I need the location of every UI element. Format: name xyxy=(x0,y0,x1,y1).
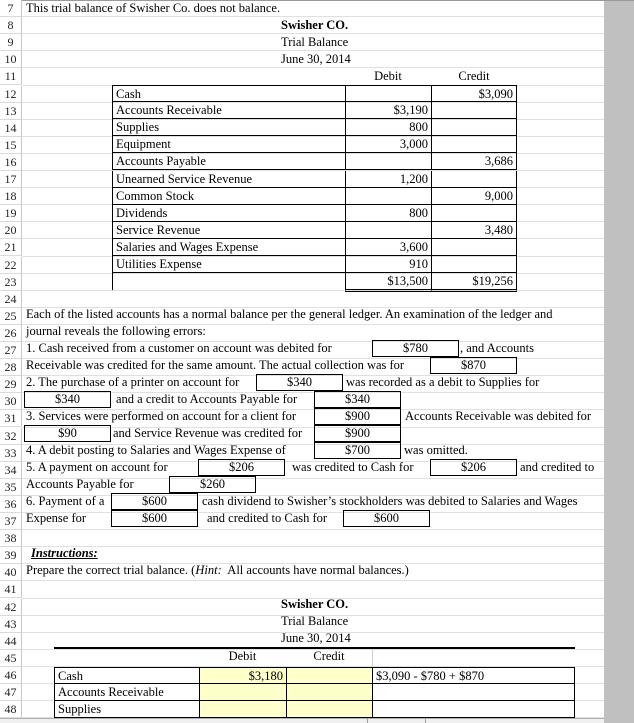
error2-text-a: 2. The purchase of a printer on account for xyxy=(26,375,240,389)
error3-value-ar[interactable]: $90 xyxy=(24,425,111,442)
error5-text-b: was credited to Cash for xyxy=(292,460,414,474)
row-header[interactable]: 11 xyxy=(0,68,22,85)
row-header[interactable]: 9 xyxy=(0,34,22,51)
row-header[interactable]: 22 xyxy=(0,257,22,274)
tb1-credit-cell: $3,090 xyxy=(431,85,517,102)
row-header[interactable]: 30 xyxy=(0,393,22,410)
tb1-total-debit: $13,500 xyxy=(345,273,431,292)
tb2-date: June 30, 2014 xyxy=(281,631,351,645)
row-header[interactable]: 19 xyxy=(0,205,22,222)
row-header[interactable]: 40 xyxy=(0,564,22,581)
tb1-account-name: Salaries and Wages Expense xyxy=(112,239,345,256)
tb1-total-left-border xyxy=(112,273,113,290)
error2-value-supplies[interactable]: $340 xyxy=(24,391,111,408)
tb1-debit-cell: $3,190 xyxy=(345,102,431,119)
tb1-credit-cell xyxy=(431,119,517,136)
tb2-credit-input[interactable] xyxy=(286,684,372,701)
tb1-account-name: Unearned Service Revenue xyxy=(112,171,345,188)
row-header[interactable]: 15 xyxy=(0,137,22,154)
row-header[interactable]: 28 xyxy=(0,359,22,376)
tb1-date: June 30, 2014 xyxy=(281,52,351,66)
error3-text-a: 3. Services were performed on account for a client for xyxy=(26,409,297,423)
error5-text-a: 5. A payment on account for xyxy=(26,460,168,474)
tb1-account-name: Supplies xyxy=(112,119,345,136)
error3-text-c: and Service Revenue was credited for xyxy=(113,426,303,440)
error1-text-b: , and Accounts xyxy=(460,341,534,355)
tb1-debit-cell xyxy=(345,188,431,205)
sheet-tab-bar xyxy=(0,718,604,723)
error3-value-revenue[interactable]: $900 xyxy=(314,425,401,442)
row-header[interactable]: 33 xyxy=(0,445,22,462)
instructions-text xyxy=(26,562,409,579)
error6-text-b: cash dividend to Swisher’s stockholders was debited to Salaries and Wages xyxy=(202,494,578,508)
row-header[interactable]: 35 xyxy=(0,479,22,496)
tb1-credit-cell: 9,000 xyxy=(431,188,517,205)
row-header[interactable]: 48 xyxy=(0,701,22,718)
row-header[interactable]: 7 xyxy=(0,0,22,17)
error1-text-a: 1. Cash received from a customer on account was debited for xyxy=(26,341,332,355)
tb1-account-name: Equipment xyxy=(112,136,345,153)
errors-intro-line1: Each of the listed accounts has a normal balance per the general ledger. An examination of the ledger and xyxy=(26,307,553,321)
error4-value[interactable]: $700 xyxy=(314,442,401,459)
error2-value-ap[interactable]: $340 xyxy=(314,391,401,408)
tb1-account-name: Dividends xyxy=(112,205,345,222)
tab-separator xyxy=(425,718,426,723)
tb2-account-name: Cash xyxy=(54,667,199,684)
tb1-debit-cell: 3,000 xyxy=(345,136,431,153)
row-header[interactable]: 47 xyxy=(0,684,22,701)
row-header[interactable]: 8 xyxy=(0,17,22,34)
row-header[interactable]: 16 xyxy=(0,154,22,171)
error5-value-ap[interactable]: $260 xyxy=(169,476,256,493)
tb1-credit-cell: 3,480 xyxy=(431,222,517,239)
tb2-account-name: Supplies xyxy=(54,701,199,718)
row-header[interactable]: 24 xyxy=(0,291,22,308)
tb1-credit-cell xyxy=(431,102,517,119)
row-header[interactable]: 21 xyxy=(0,239,22,256)
tb1-account-name: Utilities Expense xyxy=(112,256,345,273)
error5-text-c: and credited to xyxy=(520,460,595,474)
tab-separator xyxy=(367,718,368,723)
gridline xyxy=(22,546,604,547)
row-header[interactable]: 44 xyxy=(0,633,22,650)
row-header[interactable]: 36 xyxy=(0,496,22,513)
tb1-credit-cell xyxy=(431,256,517,273)
tb1-company: Swisher CO. xyxy=(281,18,349,32)
row-header[interactable]: 25 xyxy=(0,308,22,325)
error6-value-expense[interactable]: $600 xyxy=(111,510,198,527)
tb1-account-name: Accounts Payable xyxy=(112,153,345,170)
gridline xyxy=(22,529,604,530)
tb1-credit-header: Credit xyxy=(458,69,490,83)
tb1-debit-cell xyxy=(345,85,431,102)
tb1-debit-cell: 800 xyxy=(345,205,431,222)
instructions-text-a: Prepare the correct trial balance. ( xyxy=(26,563,196,577)
tb2-note-cell xyxy=(372,684,575,701)
error5-value-cash[interactable]: $206 xyxy=(430,459,517,476)
row-header[interactable]: 46 xyxy=(0,667,22,684)
error6-value-dividend[interactable]: $600 xyxy=(111,493,198,510)
tb2-debit-header: Debit xyxy=(228,649,257,663)
tb2-note-cell: $3,090 - $780 + $870 xyxy=(372,667,575,684)
tb2-credit-input[interactable] xyxy=(286,701,372,718)
tb1-debit-cell: 800 xyxy=(345,119,431,136)
tb1-debit-cell: 3,600 xyxy=(345,239,431,256)
error2-text-b: was recorded as a debit to Supplies for xyxy=(346,375,540,389)
tb2-debit-input[interactable]: $3,180 xyxy=(199,667,286,684)
error1-value-actual[interactable]: $870 xyxy=(430,357,517,374)
tb1-account-name: Cash xyxy=(112,85,345,102)
error6-value-cash[interactable]: $600 xyxy=(343,510,430,527)
error4-text-a: 4. A debit posting to Salaries and Wages Expense of xyxy=(26,443,286,457)
instructions-hint-label: Hint: xyxy=(195,563,222,577)
row-header[interactable]: 17 xyxy=(0,171,22,188)
row-header[interactable]: 45 xyxy=(0,650,22,667)
gridline xyxy=(22,580,604,581)
tb1-debit-cell xyxy=(345,222,431,239)
tb1-account-name: Accounts Receivable xyxy=(112,102,345,119)
tb1-account-name: Service Revenue xyxy=(112,222,345,239)
instructions-heading: Instructions: xyxy=(31,546,98,560)
tb1-total-credit: $19,256 xyxy=(431,273,517,292)
row-header[interactable]: 12 xyxy=(0,86,22,103)
tb1-credit-cell: 3,686 xyxy=(431,153,517,170)
tb2-credit-header: Credit xyxy=(313,649,345,663)
tb1-account-name: Common Stock xyxy=(112,188,345,205)
tb1-credit-cell xyxy=(431,136,517,153)
row-header[interactable]: 29 xyxy=(0,376,22,393)
row-header[interactable]: 38 xyxy=(0,530,22,547)
row-header[interactable]: 23 xyxy=(0,274,22,291)
tb1-debit-cell xyxy=(345,153,431,170)
error1-value-debited[interactable]: $780 xyxy=(372,340,459,357)
row-header[interactable]: 14 xyxy=(0,120,22,137)
row-header[interactable]: 18 xyxy=(0,188,22,205)
tb1-title: Trial Balance xyxy=(281,35,349,49)
row-header[interactable]: 20 xyxy=(0,222,22,239)
tb2-title: Trial Balance xyxy=(281,614,349,628)
row-header[interactable]: 34 xyxy=(0,462,22,479)
error1-text-c: Receivable was credited for the same amount. The actual collection was for xyxy=(26,358,405,372)
intro-text: This trial balance of Swisher Co. does not balance. xyxy=(26,1,281,15)
tb2-header-divider xyxy=(372,649,373,666)
error3-text-b: Accounts Receivable was debited for xyxy=(405,409,592,423)
error3-value-services[interactable]: $900 xyxy=(314,408,401,425)
row-header[interactable]: 10 xyxy=(0,51,22,68)
row-header[interactable]: 37 xyxy=(0,513,22,530)
window-background-strip xyxy=(604,0,634,723)
tb1-credit-cell xyxy=(431,239,517,256)
error5-value-payment[interactable]: $206 xyxy=(198,459,285,476)
row-header[interactable]: 31 xyxy=(0,410,22,427)
tb2-company: Swisher CO. xyxy=(281,597,349,611)
error6-text-c: Expense for xyxy=(26,511,87,525)
tb2-debit-input[interactable] xyxy=(199,684,286,701)
row-header[interactable]: 13 xyxy=(0,103,22,120)
tb1-debit-header: Debit xyxy=(374,69,402,83)
row-header[interactable]: 43 xyxy=(0,616,22,633)
tb1-credit-cell xyxy=(431,205,517,222)
errors-intro-line2: journal reveals the following errors: xyxy=(26,324,206,338)
row-header[interactable]: 26 xyxy=(0,325,22,342)
row-header[interactable]: 32 xyxy=(0,428,22,445)
error2-text-c: and a credit to Accounts Payable for xyxy=(116,392,298,406)
tb2-account-name: Accounts Receivable xyxy=(54,684,199,701)
row-header[interactable]: 41 xyxy=(0,581,22,598)
tb2-debit-input[interactable] xyxy=(199,701,286,718)
tb1-debit-cell: 1,200 xyxy=(345,171,431,188)
error4-text-b: was omitted. xyxy=(404,443,468,457)
row-header[interactable]: 42 xyxy=(0,599,22,616)
error6-text-a: 6. Payment of a xyxy=(26,494,105,508)
error6-text-d: and credited to Cash for xyxy=(207,511,328,525)
tb1-debit-cell: 910 xyxy=(345,256,431,273)
tb1-credit-cell xyxy=(431,171,517,188)
error5-text-d: Accounts Payable for xyxy=(26,477,134,491)
row-header[interactable]: 27 xyxy=(0,342,22,359)
error2-value-purchase[interactable]: $340 xyxy=(256,374,343,391)
tb2-note-cell xyxy=(372,701,575,718)
instructions-text-b: All accounts have normal balances.) xyxy=(221,563,409,577)
tb2-credit-input[interactable] xyxy=(286,667,372,684)
row-header[interactable]: 39 xyxy=(0,547,22,564)
